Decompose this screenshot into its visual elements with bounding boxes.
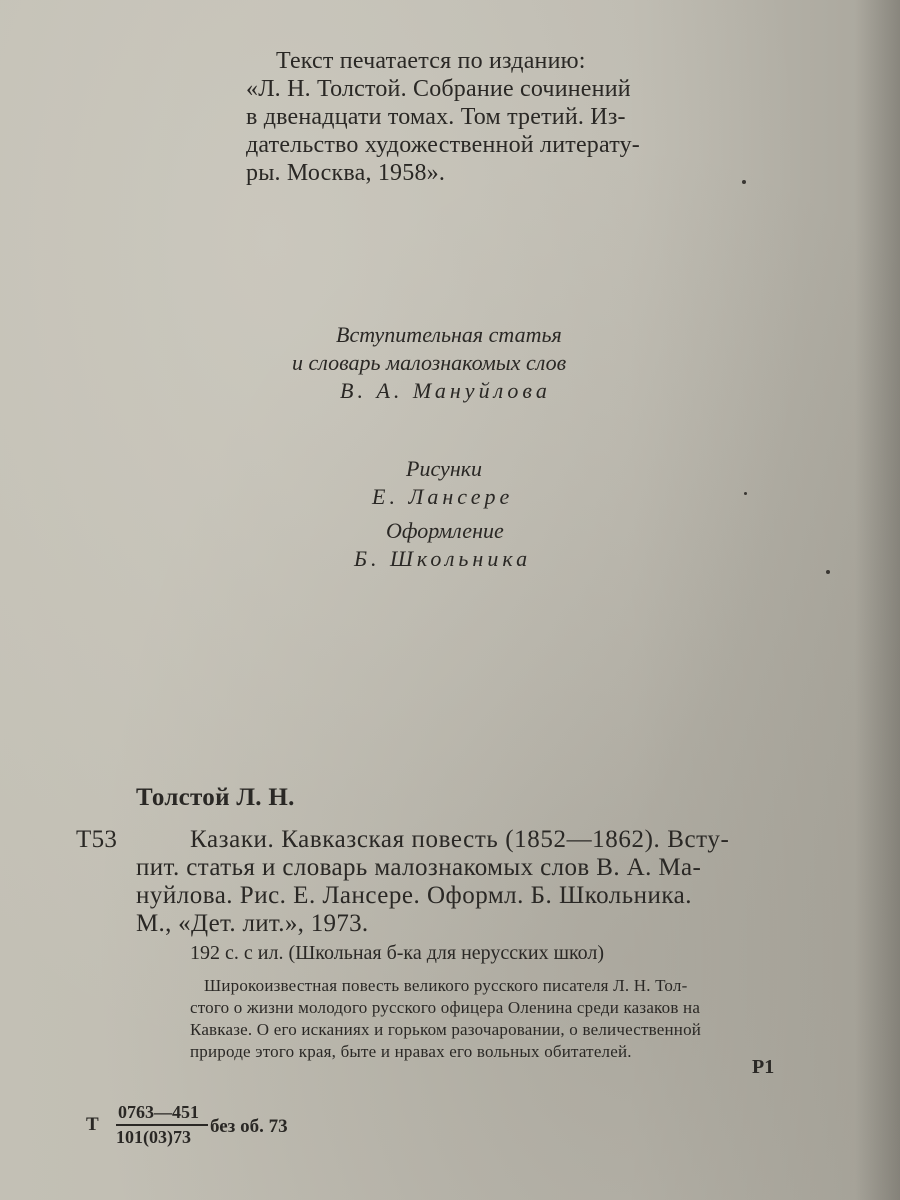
annotation-line: стого о жизни молодого русского офицера Оленина среди казаков на <box>190 998 701 1017</box>
physical-description: 192 с. с ил. (Школьная б-ка для нерусских школ) <box>190 942 605 964</box>
code-letter: Т <box>86 1114 99 1135</box>
source-note-line: ры. Москва, 1958». <box>246 160 446 186</box>
fraction-bar <box>116 1124 208 1126</box>
page-edge-shadow <box>855 0 900 1200</box>
annotation-line: Широкоизвестная повесть великого русского писателя Л. Н. Тол- <box>204 976 688 995</box>
author-heading: Толстой Л. Н. <box>136 784 295 811</box>
drawings-author: Е. Лансере <box>372 484 514 509</box>
paper-speck <box>744 492 747 495</box>
code-suffix: без об. 73 <box>210 1116 288 1137</box>
paper-speck <box>742 180 746 184</box>
paper-speck <box>826 570 830 574</box>
glossary-label: и словарь малознакомых слов <box>292 350 567 375</box>
catalog-index: Т53 <box>76 826 118 853</box>
entry-line: М., «Дет. лит.», 1973. <box>136 910 369 937</box>
design-author: Б. Школьника <box>354 546 532 571</box>
source-note-line: «Л. Н. Толстой. Собрание сочинений <box>246 76 631 102</box>
drawings-label: Рисунки <box>406 456 483 481</box>
code-numerator: 0763—451 <box>118 1102 199 1122</box>
code-denominator: 101(03)73 <box>116 1127 191 1147</box>
source-note-line: Текст печатается по изданию: <box>276 48 586 74</box>
annotation-line: Кавказе. О его исканиях и горьком разочаровании, о величественной <box>190 1020 702 1039</box>
annotation-line: природе этого края, быте и нравах его вольных обитателей. <box>190 1042 632 1061</box>
intro-article-label: Вступительная статья <box>336 322 562 347</box>
entry-line: пит. статья и словарь малознакомых слов В. А. Ма- <box>136 854 702 881</box>
entry-line: Казаки. Кавказская повесть (1852—1862). Всту- <box>190 826 730 853</box>
source-note-line: дательство художественной литерату- <box>246 132 640 158</box>
intro-author: В. А. Мануйлова <box>340 378 551 403</box>
source-note-line: в двенадцати томах. Том третий. Из- <box>246 104 626 130</box>
entry-line: нуйлова. Рис. Е. Лансере. Оформл. Б. Школьника. <box>136 882 693 909</box>
classification-code: Р1 <box>752 1056 775 1078</box>
design-label: Оформление <box>386 518 504 543</box>
